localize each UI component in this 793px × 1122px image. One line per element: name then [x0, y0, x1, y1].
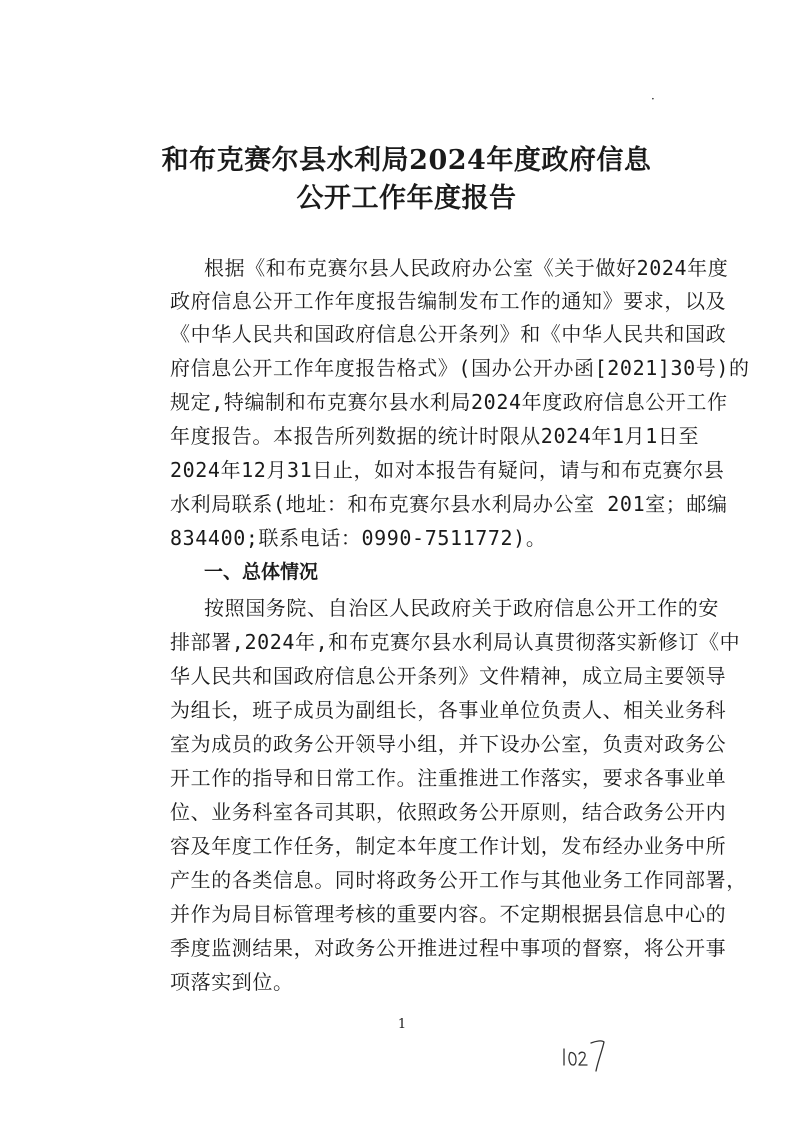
section-heading: 一、总体情况 [204, 561, 319, 583]
body-line: 排部署,2024年,和布克赛尔县水利局认真贯彻落实新修订《中 [170, 630, 741, 654]
intro-line: 水利局联系(地址：和布克赛尔县水利局办公室 201室；邮编 [170, 492, 728, 516]
body-line: 为组长，班子成员为副组长，各事业单位负责人、相关业务科 [170, 698, 727, 722]
document-title-line-2: 公开工作年度报告 [296, 183, 517, 214]
body-line: 按照国务院、自治区人民政府关于政府信息公开工作的安 [204, 596, 719, 620]
body-line: 室为成员的政务公开领导小组，并下设办公室，负责对政务公 [170, 732, 727, 756]
document-title-line-1: 和布克赛尔县水利局2024年度政府信息 [161, 145, 652, 176]
handwritten-note [560, 1035, 612, 1073]
body-line: 项落实到位。 [170, 970, 294, 994]
intro-line: 政府信息公开工作年度报告编制发布工作的通知》要求，以及 [170, 289, 727, 313]
intro-line: 《中华人民共和国政府信息公开条列》和《中华人民共和国政 [170, 322, 727, 346]
body-line: 并作为局目标管理考核的重要内容。不定期根据县信息中心的 [170, 902, 727, 926]
body-line: 季度监测结果，对政务公开推进过程中事项的督察，将公开事 [170, 936, 727, 960]
intro-line: 2024年12月31日止，如对本报告有疑问，请与和布克赛尔县 [170, 458, 725, 482]
intro-line: 834400;联系电话：0990-7511772)。 [170, 526, 547, 550]
body-line: 产生的各类信息。同时将政务公开工作与其他业务工作同部署， [170, 868, 747, 892]
intro-line: 规定,特编制和布克赛尔县水利局2024年度政府信息公开工作 [170, 390, 728, 414]
intro-line: 府信息公开工作年度报告格式》(国办公开办函[2021]30号)的 [170, 356, 750, 380]
body-line: 位、业务科室各司其职，依照政务公开原则，结合政务公开内 [170, 800, 727, 824]
body-line: 开工作的指导和日常工作。注重推进工作落实，要求各事业单 [170, 766, 727, 790]
page-number: 1 [397, 1017, 407, 1032]
body-line: 容及年度工作任务，制定本年度工作计划，发布经办业务中所 [170, 834, 727, 858]
intro-line: 年度报告。本报告所列数据的统计时限从2024年1月1日至 [170, 424, 700, 448]
intro-line: 根据《和布克赛尔县人民政府办公室《关于做好2024年度 [204, 256, 729, 280]
body-line: 华人民共和国政府信息公开条列》文件精神，成立局主要领导 [170, 664, 727, 688]
corner-mark: · [651, 92, 655, 106]
